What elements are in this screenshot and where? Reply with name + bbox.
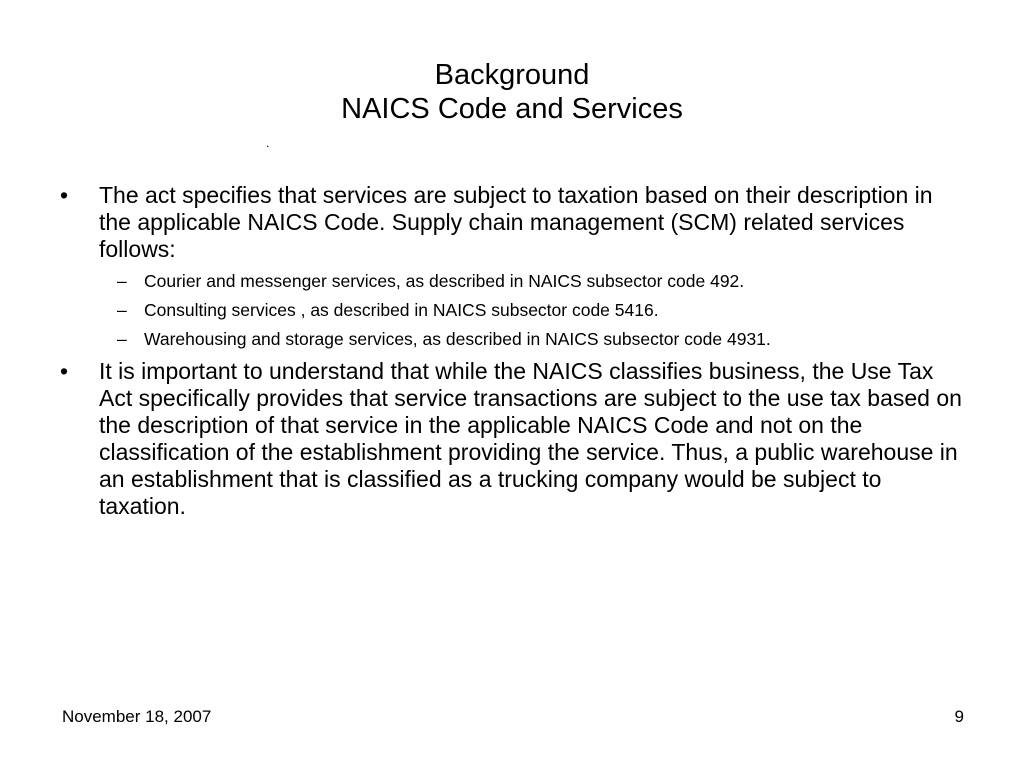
- sub-bullet-text-1: Courier and messenger services, as described in NAICS subsector code 492.: [144, 271, 745, 291]
- sub-bullet-list: [60, 267, 970, 354]
- sub-bullet-text-2: Consulting services , as described in NAICS subsector code 5416.: [144, 300, 659, 320]
- bullet-item-2: [60, 358, 970, 520]
- slide-title: [0, 58, 1024, 126]
- title-line-1: Background: [434, 59, 590, 91]
- title-line-2: NAICS Code and Services: [341, 93, 683, 125]
- bullet-item-1: [60, 182, 970, 263]
- slide-body: [60, 182, 970, 520]
- title-dot-mark: .: [266, 136, 270, 150]
- bullet-glyph: •: [60, 358, 69, 384]
- sub-bullet-glyph: –: [117, 271, 127, 291]
- slide-number: 9: [954, 707, 964, 726]
- sub-bullet-item-1: [60, 267, 970, 296]
- footer-date: November 18, 2007: [62, 707, 212, 726]
- bullet-glyph: •: [60, 182, 69, 208]
- sub-bullet-text-3: Warehousing and storage services, as described in NAICS subsector code 4931.: [144, 329, 771, 349]
- sub-bullet-item-3: [60, 325, 970, 354]
- bullet-text-2: It is important to understand that while the NAICS classifies business, the Use Tax Act specifically provides that service transactions are subject to the use tax based on the description of that service in the applicable NAICS Code and not on the classification of the establishment providing the service. Thus, a public warehouse in an establishment that is classified as a trucking company would be subject to taxation.: [99, 358, 962, 519]
- bullet-text-1: The act specifies that services are subject to taxation based on their description in the applicable NAICS Code. Supply chain management (SCM) related services follows:: [99, 182, 933, 262]
- sub-bullet-glyph: –: [117, 329, 127, 349]
- sub-bullet-glyph: –: [117, 300, 127, 320]
- sub-bullet-item-2: [60, 296, 970, 325]
